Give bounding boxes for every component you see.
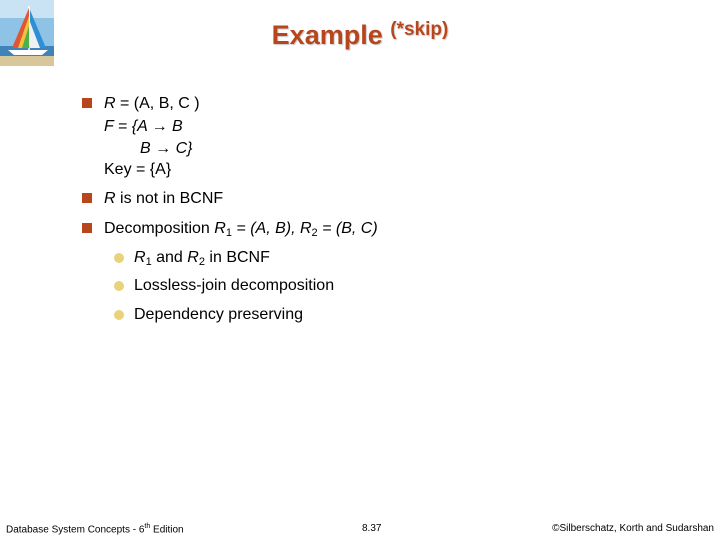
schema-r-line: R = (A, B, C ) <box>104 95 200 112</box>
schema-f-line2: B → C} <box>140 140 193 157</box>
bcnf-subbullet: $R_1$ and $R_2$ in BCNF <box>134 249 270 268</box>
footer-book-title: Database System Concepts - 6th Edition <box>6 523 184 536</box>
not-bcnf-line: R is not in BCNF <box>104 190 224 207</box>
square-bullet-icon <box>82 223 92 233</box>
round-bullet-icon <box>114 253 124 263</box>
decomposition-line: Decomposition $R_1 = (A$, B), $R_2 = (B$, C) <box>104 220 378 239</box>
title-main: Example <box>271 20 383 50</box>
square-bullet-icon <box>82 98 92 108</box>
dependency-subbullet: Dependency preserving <box>134 306 303 323</box>
slide-title <box>0 20 720 51</box>
footer-page-number: 8.37 <box>362 523 382 534</box>
title-note: (*skip) <box>390 19 449 40</box>
schema-key-line: Key = {A} <box>104 161 172 178</box>
round-bullet-icon <box>114 310 124 320</box>
footer-copyright: ©Silberschatz, Korth and Sudarshan <box>552 523 714 534</box>
schema-f-line1: F = {A → B <box>104 118 183 135</box>
square-bullet-icon <box>82 193 92 203</box>
round-bullet-icon <box>114 281 124 291</box>
lossless-subbullet: Lossless-join decomposition <box>134 277 335 294</box>
